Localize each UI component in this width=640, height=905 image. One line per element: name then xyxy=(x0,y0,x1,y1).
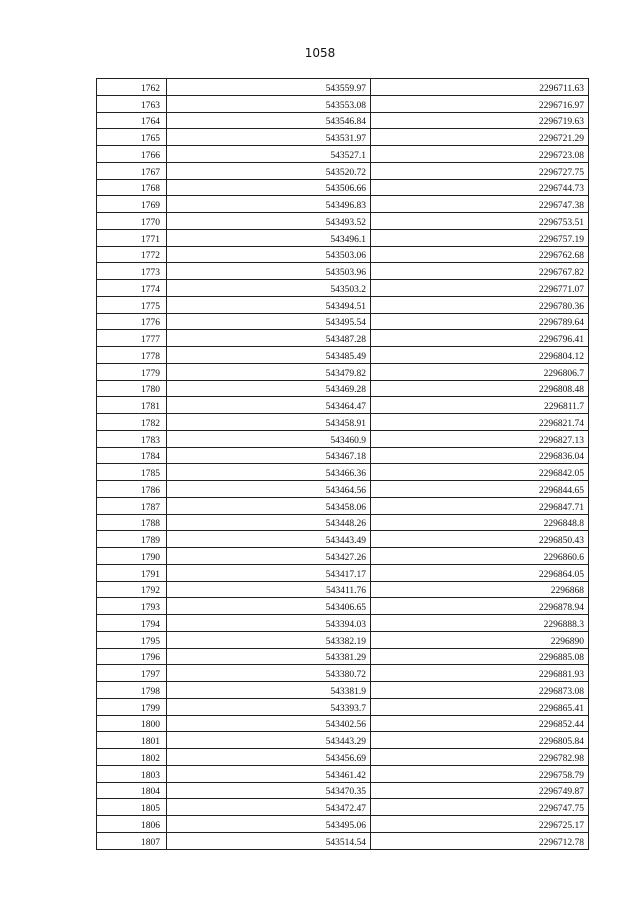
y-coordinate-cell: 2296757.19 xyxy=(371,229,589,246)
x-coordinate-cell: 543460.9 xyxy=(167,430,371,447)
y-coordinate-cell: 2296852.44 xyxy=(371,715,589,732)
table-row xyxy=(97,816,589,833)
table-row xyxy=(97,347,589,364)
point-number-cell: 1777 xyxy=(97,330,167,347)
y-coordinate-cell: 2296796.41 xyxy=(371,330,589,347)
page-number: 1058 xyxy=(304,46,336,60)
point-number-cell: 1797 xyxy=(97,665,167,682)
table-row xyxy=(97,615,589,632)
x-coordinate-cell: 543417.17 xyxy=(167,564,371,581)
y-coordinate-cell: 2296771.07 xyxy=(371,280,589,297)
point-number-cell: 1762 xyxy=(97,79,167,96)
x-coordinate-cell: 543546.84 xyxy=(167,112,371,129)
y-coordinate-cell: 2296836.04 xyxy=(371,447,589,464)
x-coordinate-cell: 543464.47 xyxy=(167,397,371,414)
point-number-cell: 1800 xyxy=(97,715,167,732)
x-coordinate-cell: 543411.76 xyxy=(167,581,371,598)
y-coordinate-cell: 2296712.78 xyxy=(371,832,589,849)
x-coordinate-cell: 543485.49 xyxy=(167,347,371,364)
table-row xyxy=(97,832,589,849)
table-row xyxy=(97,564,589,581)
point-number-cell: 1803 xyxy=(97,765,167,782)
point-number-cell: 1796 xyxy=(97,648,167,665)
y-coordinate-cell: 2296780.36 xyxy=(371,296,589,313)
x-coordinate-cell: 543470.35 xyxy=(167,782,371,799)
y-coordinate-cell: 2296804.12 xyxy=(371,347,589,364)
point-number-cell: 1781 xyxy=(97,397,167,414)
x-coordinate-cell: 543380.72 xyxy=(167,665,371,682)
y-coordinate-cell: 2296873.08 xyxy=(371,682,589,699)
point-number-cell: 1806 xyxy=(97,816,167,833)
table-row xyxy=(97,782,589,799)
y-coordinate-cell: 2296744.73 xyxy=(371,179,589,196)
y-coordinate-cell: 2296767.82 xyxy=(371,263,589,280)
x-coordinate-cell: 543559.97 xyxy=(167,79,371,96)
x-coordinate-cell: 543427.26 xyxy=(167,548,371,565)
y-coordinate-cell: 2296753.51 xyxy=(371,213,589,230)
table-row xyxy=(97,146,589,163)
y-coordinate-cell: 2296711.63 xyxy=(371,79,589,96)
point-number-cell: 1773 xyxy=(97,263,167,280)
x-coordinate-cell: 543406.65 xyxy=(167,598,371,615)
y-coordinate-cell: 2296868 xyxy=(371,581,589,598)
x-coordinate-cell: 543506.66 xyxy=(167,179,371,196)
x-coordinate-cell: 543456.69 xyxy=(167,749,371,766)
coordinates-table-body xyxy=(97,79,589,850)
x-coordinate-cell: 543381.29 xyxy=(167,648,371,665)
x-coordinate-cell: 543448.26 xyxy=(167,514,371,531)
point-number-cell: 1782 xyxy=(97,414,167,431)
y-coordinate-cell: 2296848.8 xyxy=(371,514,589,531)
x-coordinate-cell: 543553.08 xyxy=(167,95,371,112)
x-coordinate-cell: 543496.83 xyxy=(167,196,371,213)
table-row xyxy=(97,363,589,380)
table-row xyxy=(97,196,589,213)
x-coordinate-cell: 543382.19 xyxy=(167,631,371,648)
x-coordinate-cell: 543393.7 xyxy=(167,698,371,715)
point-number-cell: 1786 xyxy=(97,481,167,498)
table-row xyxy=(97,598,589,615)
point-number-cell: 1770 xyxy=(97,213,167,230)
x-coordinate-cell: 543458.06 xyxy=(167,497,371,514)
y-coordinate-cell: 2296723.08 xyxy=(371,146,589,163)
x-coordinate-cell: 543443.49 xyxy=(167,531,371,548)
x-coordinate-cell: 543472.47 xyxy=(167,799,371,816)
x-coordinate-cell: 543503.96 xyxy=(167,263,371,280)
point-number-cell: 1787 xyxy=(97,497,167,514)
table-row xyxy=(97,414,589,431)
point-number-cell: 1772 xyxy=(97,246,167,263)
y-coordinate-cell: 2296749.87 xyxy=(371,782,589,799)
y-coordinate-cell: 2296727.75 xyxy=(371,162,589,179)
y-coordinate-cell: 2296721.29 xyxy=(371,129,589,146)
table-row xyxy=(97,179,589,196)
point-number-cell: 1780 xyxy=(97,380,167,397)
y-coordinate-cell: 2296789.64 xyxy=(371,313,589,330)
table-row xyxy=(97,514,589,531)
y-coordinate-cell: 2296850.43 xyxy=(371,531,589,548)
y-coordinate-cell: 2296782.98 xyxy=(371,749,589,766)
point-number-cell: 1801 xyxy=(97,732,167,749)
point-number-cell: 1788 xyxy=(97,514,167,531)
x-coordinate-cell: 543443.29 xyxy=(167,732,371,749)
table-row xyxy=(97,765,589,782)
table-row xyxy=(97,79,589,96)
y-coordinate-cell: 2296847.71 xyxy=(371,497,589,514)
point-number-cell: 1771 xyxy=(97,229,167,246)
x-coordinate-cell: 543520.72 xyxy=(167,162,371,179)
coordinates-table xyxy=(96,78,589,850)
point-number-cell: 1805 xyxy=(97,799,167,816)
y-coordinate-cell: 2296808.48 xyxy=(371,380,589,397)
x-coordinate-cell: 543495.06 xyxy=(167,816,371,833)
table-row xyxy=(97,430,589,447)
table-row xyxy=(97,531,589,548)
table-row xyxy=(97,447,589,464)
x-coordinate-cell: 543466.36 xyxy=(167,464,371,481)
y-coordinate-cell: 2296827.13 xyxy=(371,430,589,447)
point-number-cell: 1775 xyxy=(97,296,167,313)
y-coordinate-cell: 2296885.08 xyxy=(371,648,589,665)
table-row xyxy=(97,799,589,816)
table-row xyxy=(97,330,589,347)
point-number-cell: 1776 xyxy=(97,313,167,330)
y-coordinate-cell: 2296865.41 xyxy=(371,698,589,715)
table-row xyxy=(97,715,589,732)
x-coordinate-cell: 543503.2 xyxy=(167,280,371,297)
point-number-cell: 1798 xyxy=(97,682,167,699)
point-number-cell: 1765 xyxy=(97,129,167,146)
table-row xyxy=(97,497,589,514)
point-number-cell: 1799 xyxy=(97,698,167,715)
point-number-cell: 1774 xyxy=(97,280,167,297)
point-number-cell: 1779 xyxy=(97,363,167,380)
x-coordinate-cell: 543487.28 xyxy=(167,330,371,347)
table-row xyxy=(97,581,589,598)
point-number-cell: 1792 xyxy=(97,581,167,598)
table-row xyxy=(97,112,589,129)
y-coordinate-cell: 2296747.38 xyxy=(371,196,589,213)
x-coordinate-cell: 543527.1 xyxy=(167,146,371,163)
y-coordinate-cell: 2296762.68 xyxy=(371,246,589,263)
y-coordinate-cell: 2296888.3 xyxy=(371,615,589,632)
point-number-cell: 1763 xyxy=(97,95,167,112)
table-row xyxy=(97,129,589,146)
table-row xyxy=(97,732,589,749)
table-row xyxy=(97,682,589,699)
point-number-cell: 1795 xyxy=(97,631,167,648)
table-row xyxy=(97,280,589,297)
x-coordinate-cell: 543494.51 xyxy=(167,296,371,313)
x-coordinate-cell: 543394.03 xyxy=(167,615,371,632)
point-number-cell: 1768 xyxy=(97,179,167,196)
y-coordinate-cell: 2296811.7 xyxy=(371,397,589,414)
point-number-cell: 1769 xyxy=(97,196,167,213)
y-coordinate-cell: 2296864.05 xyxy=(371,564,589,581)
x-coordinate-cell: 543479.82 xyxy=(167,363,371,380)
point-number-cell: 1793 xyxy=(97,598,167,615)
table-row xyxy=(97,749,589,766)
point-number-cell: 1784 xyxy=(97,447,167,464)
point-number-cell: 1764 xyxy=(97,112,167,129)
point-number-cell: 1767 xyxy=(97,162,167,179)
table-row xyxy=(97,213,589,230)
y-coordinate-cell: 2296842.05 xyxy=(371,464,589,481)
table-row xyxy=(97,313,589,330)
point-number-cell: 1783 xyxy=(97,430,167,447)
x-coordinate-cell: 543493.52 xyxy=(167,213,371,230)
y-coordinate-cell: 2296881.93 xyxy=(371,665,589,682)
point-number-cell: 1794 xyxy=(97,615,167,632)
y-coordinate-cell: 2296890 xyxy=(371,631,589,648)
point-number-cell: 1766 xyxy=(97,146,167,163)
table-row xyxy=(97,95,589,112)
table-row xyxy=(97,229,589,246)
table-row xyxy=(97,380,589,397)
x-coordinate-cell: 543503.06 xyxy=(167,246,371,263)
y-coordinate-cell: 2296878.94 xyxy=(371,598,589,615)
table-row xyxy=(97,548,589,565)
table-row xyxy=(97,263,589,280)
point-number-cell: 1778 xyxy=(97,347,167,364)
table-row xyxy=(97,246,589,263)
table-row xyxy=(97,162,589,179)
point-number-cell: 1804 xyxy=(97,782,167,799)
table-row xyxy=(97,665,589,682)
x-coordinate-cell: 543464.56 xyxy=(167,481,371,498)
point-number-cell: 1790 xyxy=(97,548,167,565)
y-coordinate-cell: 2296747.75 xyxy=(371,799,589,816)
y-coordinate-cell: 2296805.84 xyxy=(371,732,589,749)
x-coordinate-cell: 543458.91 xyxy=(167,414,371,431)
table-row xyxy=(97,648,589,665)
x-coordinate-cell: 543467.18 xyxy=(167,447,371,464)
y-coordinate-cell: 2296806.7 xyxy=(371,363,589,380)
x-coordinate-cell: 543531.97 xyxy=(167,129,371,146)
point-number-cell: 1789 xyxy=(97,531,167,548)
y-coordinate-cell: 2296821.74 xyxy=(371,414,589,431)
table-row xyxy=(97,397,589,414)
point-number-cell: 1791 xyxy=(97,564,167,581)
table-row xyxy=(97,464,589,481)
x-coordinate-cell: 543495.54 xyxy=(167,313,371,330)
table-row xyxy=(97,296,589,313)
x-coordinate-cell: 543402.56 xyxy=(167,715,371,732)
y-coordinate-cell: 2296719.63 xyxy=(371,112,589,129)
y-coordinate-cell: 2296725.17 xyxy=(371,816,589,833)
point-number-cell: 1802 xyxy=(97,749,167,766)
y-coordinate-cell: 2296860.6 xyxy=(371,548,589,565)
x-coordinate-cell: 543496.1 xyxy=(167,229,371,246)
point-number-cell: 1785 xyxy=(97,464,167,481)
y-coordinate-cell: 2296844.65 xyxy=(371,481,589,498)
x-coordinate-cell: 543461.42 xyxy=(167,765,371,782)
table-row xyxy=(97,698,589,715)
y-coordinate-cell: 2296758.79 xyxy=(371,765,589,782)
point-number-cell: 1807 xyxy=(97,832,167,849)
table-row xyxy=(97,481,589,498)
table-row xyxy=(97,631,589,648)
x-coordinate-cell: 543514.54 xyxy=(167,832,371,849)
x-coordinate-cell: 543469.28 xyxy=(167,380,371,397)
x-coordinate-cell: 543381.9 xyxy=(167,682,371,699)
y-coordinate-cell: 2296716.97 xyxy=(371,95,589,112)
